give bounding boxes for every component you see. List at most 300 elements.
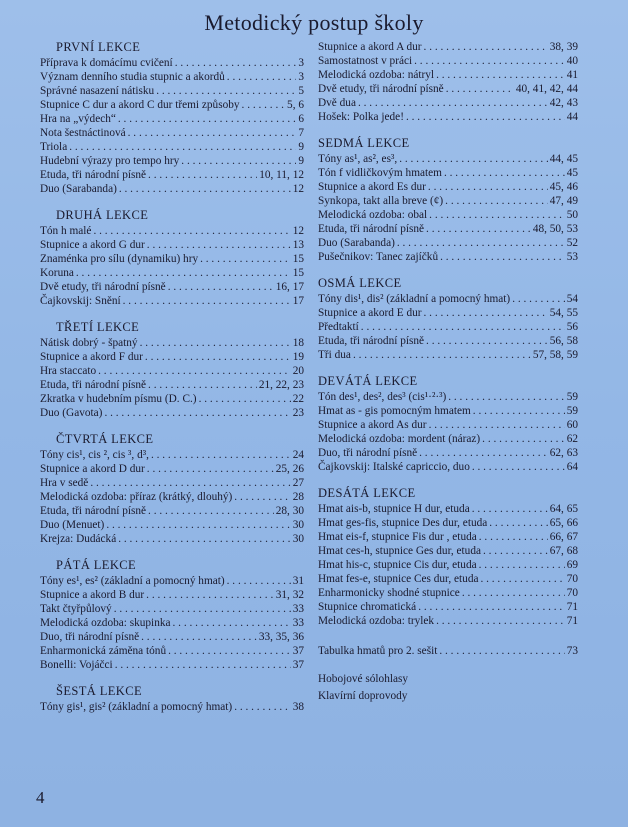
toc-pages: 3 [298,71,304,83]
toc-plain-label: Klavírní doprovody [318,690,408,702]
toc-pages: 9 [298,141,304,153]
toc-label: Dvě etudy, tři národní písně [40,281,166,293]
toc-pages: 44 [566,111,578,123]
toc-pages: 7 [298,127,304,139]
toc-row [40,182,304,196]
toc-pages: 5 [298,85,304,97]
toc-label: Hmat ces-h, stupnice Ges dur, etuda [318,545,481,557]
toc-label: Čajkovskij: Italské capriccio, duo [318,461,470,473]
toc-pages: 12 [292,225,304,237]
toc-label: Tón f vidličkovým hmatem [318,167,442,179]
toc-dots [199,392,291,406]
toc-pages: 28 [292,491,304,503]
toc-row [40,238,304,252]
toc-dots [128,126,297,140]
toc-pages: 52 [566,237,578,249]
toc-dots [106,518,290,532]
toc-pages: 57, 58, 59 [532,349,578,361]
toc-row [40,700,304,714]
toc-label: Tón h malé [40,225,92,237]
toc-row [40,406,304,420]
toc-label: Melodická ozdoba: trylek [318,615,435,627]
toc-row [318,516,578,530]
toc-pages: 23 [292,407,304,419]
toc-row [40,644,304,658]
toc-dots [175,56,297,70]
toc-section [40,558,304,672]
toc-label: Duo (Sarabanda) [40,183,117,195]
toc-row [318,194,578,208]
toc-label: Triola [40,141,68,153]
section-heading: PÁTÁ LEKCE [56,558,137,572]
toc-pages: 64 [566,461,578,473]
toc-pages: 56 [566,321,578,333]
toc-label: Význam denního studia stupnic a akordů [40,71,225,83]
toc-dots [141,630,257,644]
toc-label: Stupnice a akord G dur [40,239,145,251]
toc-row [40,294,304,308]
toc-section [40,320,304,420]
toc-dots [168,644,291,658]
toc-pages: 3 [298,57,304,69]
toc-label: Hošek: Polka jede! [318,111,404,123]
toc-pages: 18 [292,337,304,349]
toc-pages: 45, 46 [549,181,578,193]
toc-pages: 70 [566,573,578,585]
toc-row [40,154,304,168]
toc-label: Zkratka v hudebním písmu (D. C.) [40,393,197,405]
toc-dots [399,152,548,166]
toc-pages: 10, 11, 12 [259,169,304,181]
toc-dots [512,292,565,306]
toc-row [40,616,304,630]
toc-row [318,572,578,586]
toc-row [318,152,578,166]
toc-dots [114,602,291,616]
toc-dots [90,476,290,490]
toc-row [318,82,578,96]
toc-dots [473,404,565,418]
toc-pages: 24 [292,449,304,461]
toc-dots [361,320,565,334]
toc-pages: 28, 30 [275,505,304,517]
toc-dots [429,208,565,222]
toc-pages: 64, 65 [549,503,578,515]
toc-label: Stupnice a akord Es dur [318,181,426,193]
toc-pages: 40, 41, 42, 44 [515,83,578,95]
toc-dots [358,96,548,110]
toc-label: Hmat as - gis pomocným hmatem [318,405,471,417]
toc-label: Stupnice a akord E dur [318,307,422,319]
toc-row [40,378,304,392]
toc-dots [181,154,296,168]
toc-label: Dvě etudy, tři národní písně [318,83,444,95]
toc-row [318,460,578,474]
toc-label: Hmat eis-f, stupnice Fis dur , etuda [318,531,477,543]
toc-dots [353,348,531,362]
toc-row [318,644,578,658]
toc-pages: 38 [292,701,304,713]
toc-dots [436,68,565,82]
toc-dots [98,364,291,378]
section-heading: ČTVRTÁ LEKCE [56,432,154,446]
toc-label: Tóny as¹, as², es³, [318,153,398,165]
toc-label: Tóny es¹, es² (základní a pomocný hmat) [40,575,225,587]
toc-dots [424,306,548,320]
toc-dots [483,544,548,558]
toc-plain-list [318,672,578,706]
toc-pages: 62, 63 [549,447,578,459]
toc-pages: 31 [292,575,304,587]
toc-dots [145,350,291,364]
toc-dots [104,406,290,420]
toc-pages: 37 [292,659,304,671]
toc-row [40,70,304,84]
toc-pages: 40 [566,55,578,67]
toc-label: Správné nasazení nátisku [40,85,155,97]
toc-left-column [40,36,304,714]
toc-pages: 25, 26 [275,463,304,475]
toc-row [40,280,304,294]
toc-row [40,252,304,266]
page-number: 4 [36,788,45,807]
toc-dots [426,334,548,348]
toc-label: Etuda, tři národní písně [40,169,147,181]
toc-row [40,126,304,140]
toc-pages: 12 [292,183,304,195]
toc-dots [448,390,564,404]
toc-pages: 17 [292,295,304,307]
toc-label: Takt čtyřpůlový [40,603,112,615]
toc-row [40,504,304,518]
toc-row [40,588,304,602]
toc-pages: 42, 43 [549,97,578,109]
toc-pages: 62 [566,433,578,445]
toc-section [318,40,578,124]
toc-label: Tóny cis¹, cis ², cis ³, d³, [40,449,149,461]
toc-label: Stupnice chromatická [318,601,417,613]
toc-dots [418,600,565,614]
toc-section [318,136,578,264]
toc-label: Etuda, tři národní písně [318,223,425,235]
toc-row [318,390,578,404]
toc-row [318,334,578,348]
toc-pages: 19 [292,351,304,363]
toc-label: Melodická ozdoba: obal [318,209,428,221]
toc-plain-item [318,672,578,689]
toc-dots [151,448,291,462]
toc-label: Znaménka pro sílu (dynamiku) hry [40,253,199,265]
toc-label: Enharmonická záměna tónů [40,645,167,657]
toc-dots [115,658,291,672]
toc-row [40,532,304,546]
toc-section [318,486,578,628]
toc-pages: 67, 68 [549,545,578,557]
toc-dots [424,40,548,54]
toc-label: Tóny gis¹, gis² (základní a pomocný hmat) [40,701,233,713]
section-heading: SEDMÁ LEKCE [318,136,410,150]
toc-dots [234,700,291,714]
toc-label: Synkopa, takt alla breve (¢) [318,195,444,207]
toc-row [318,208,578,222]
toc-dots [147,462,274,476]
toc-pages: 5, 6 [287,99,304,111]
toc-row [318,250,578,264]
toc-label: Tóny dis¹, dis² (základní a pomocný hmat) [318,293,511,305]
section-heading: DESÁTÁ LEKCE [318,486,416,500]
toc-row [318,530,578,544]
toc-label: Hmat fes-e, stupnice Ces dur, etuda [318,573,479,585]
toc-dots [69,140,296,154]
toc-row [40,490,304,504]
toc-dots [445,194,548,208]
toc-label: Čajkovskij: Snění [40,295,121,307]
toc-pages: 6 [298,113,304,125]
toc-pages: 37 [292,645,304,657]
toc-pages: 22 [292,393,304,405]
toc-pages: 16, 17 [275,281,304,293]
toc-row [40,602,304,616]
toc-pages: 45 [566,167,578,179]
toc-dots [482,432,565,446]
toc-dots [200,252,291,266]
toc-row [318,180,578,194]
toc-row [318,292,578,306]
toc-dots [419,446,548,460]
toc-pages: 70 [566,587,578,599]
toc-label: Koruna [40,267,74,279]
toc-pages: 15 [292,253,304,265]
toc-dots [168,280,274,294]
toc-row [318,586,578,600]
toc-row [318,348,578,362]
toc-dots [480,572,564,586]
toc-pages: 33 [292,603,304,615]
toc-label: Bonelli: Vojáčci [40,659,113,671]
toc-row [40,476,304,490]
toc-row [40,448,304,462]
toc-pages: 27 [292,477,304,489]
toc-row [318,54,578,68]
toc-row [318,418,578,432]
toc-label: Krejza: Dudácká [40,533,117,545]
toc-pages: 30 [292,533,304,545]
toc-row [318,320,578,334]
toc-dots [93,224,290,238]
toc-pages: 71 [566,601,578,613]
toc-pages: 66, 67 [549,531,578,543]
toc-dots [472,460,565,474]
toc-row [40,518,304,532]
toc-label: Stupnice a akord D dur [40,463,145,475]
toc-pages: 15 [292,267,304,279]
toc-pages: 60 [566,419,578,431]
toc-row [318,306,578,320]
section-heading: ŠESTÁ LEKCE [56,684,142,698]
toc-dots [446,82,514,96]
toc-label: Hudební výrazy pro tempo hry [40,155,180,167]
toc-dots [426,222,531,236]
toc-dots [148,378,257,392]
toc-dots [444,166,565,180]
toc-row [318,222,578,236]
toc-row [40,630,304,644]
toc-dots [489,516,547,530]
toc-section [40,208,304,308]
toc-dots [140,336,291,350]
toc-row [40,574,304,588]
toc-row [40,392,304,406]
toc-row [40,84,304,98]
toc-label: Hra staccato [40,365,97,377]
toc-row [318,502,578,516]
toc-pages: 59 [566,391,578,403]
toc-label: Hra v sedě [40,477,89,489]
toc-dots [119,182,291,196]
toc-dots [397,236,565,250]
toc-row [40,98,304,112]
toc-dots [436,614,565,628]
toc-label: Hra na „výdech“ [40,113,116,125]
toc-plain-item [318,689,578,706]
toc-label: Duo, tři národní písně [318,447,418,459]
toc-label: Stupnice a akord B dur [40,589,145,601]
toc-section [40,432,304,546]
toc-label: Melodická ozdoba: mordent (náraz) [318,433,481,445]
toc-pages: 53 [566,251,578,263]
toc-pages: 69 [566,559,578,571]
toc-pages: 65, 66 [549,517,578,529]
toc-dots [479,530,548,544]
toc-label: Duo, tři národní písně [40,631,140,643]
toc-section [318,374,578,474]
toc-label: Nota šestnáctinová [40,127,126,139]
toc-dots [429,418,565,432]
toc-dots [147,238,291,252]
toc-pages: 47, 49 [549,195,578,207]
toc-row [318,404,578,418]
toc-pages: 50 [566,209,578,221]
toc-dots [440,250,565,264]
toc-right-sections [318,40,578,628]
toc-row [318,110,578,124]
toc-row [318,446,578,460]
section-heading: DEVÁTÁ LEKCE [318,374,418,388]
toc-dots [414,54,565,68]
toc-pages: 13 [292,239,304,251]
toc-plain-label: Hobojové sólohlasy [318,673,409,685]
toc-pages: 59 [566,405,578,417]
toc-label: Dvě dua [318,97,356,109]
toc-pages: 21, 22, 23 [258,379,304,391]
toc-label: Melodická ozdoba: příraz (krátký, dlouhý) [40,491,233,503]
toc-label: Stupnice a akord As dur [318,419,427,431]
toc-dots [462,586,565,600]
toc-dots [406,110,565,124]
toc-pages: 33, 35, 36 [258,631,304,643]
toc-dots [234,490,290,504]
page-title: Metodický postup školy [204,10,424,35]
toc-label: Předtaktí [318,321,359,333]
toc-row [40,56,304,70]
toc-label: Stupnice C dur a akord C dur třemi způsoby [40,99,240,111]
toc-row [40,266,304,280]
toc-pages: 33 [292,617,304,629]
toc-dots [118,532,290,546]
toc-row [318,432,578,446]
toc-row [318,614,578,628]
toc-pages: 41 [566,69,578,81]
toc-pages: 31, 32 [275,589,304,601]
toc-tabulka-section [318,644,578,658]
toc-pages: 30 [292,519,304,531]
toc-row [318,558,578,572]
toc-dots [227,574,291,588]
toc-row [318,600,578,614]
toc-dots [118,112,296,126]
toc-row [40,224,304,238]
toc-section [40,40,304,196]
toc-label: Stupnice a akord F dur [40,351,143,363]
section-heading: OSMÁ LEKCE [318,276,402,290]
section-heading: DRUHÁ LEKCE [56,208,149,222]
toc-label: Tři dua [318,349,351,361]
toc-pages: 44, 45 [549,153,578,165]
toc-label: Nátisk dobrý - špatný [40,337,138,349]
toc-row [40,336,304,350]
toc-pages: 73 [566,645,578,657]
toc-label: Příprava k domácímu cvičení [40,57,173,69]
toc-label: Duo (Menuet) [40,519,105,531]
toc-label: Etuda, tři národní písně [318,335,425,347]
toc-dots [123,294,291,308]
toc-row [40,112,304,126]
toc-dots [76,266,291,280]
section-heading: PRVNÍ LEKCE [56,40,141,54]
toc-dots [148,168,257,182]
toc-pages: 54 [566,293,578,305]
toc-label: Stupnice a akord A dur [318,41,422,53]
toc-pages: 48, 50, 53 [532,223,578,235]
toc-label: Tón des¹, des², des³ (cis¹·²·³) [318,391,447,403]
toc-dots [173,616,291,630]
toc-row [40,140,304,154]
toc-dots [428,180,548,194]
toc-dots [242,98,286,112]
toc-row [40,658,304,672]
toc-label: Melodická ozdoba: skupinka [40,617,171,629]
toc-label: Hmat his-c, stupnice Cis dur, etuda [318,559,477,571]
toc-row [318,40,578,54]
toc-dots [479,558,565,572]
toc-dots [472,502,548,516]
toc-row [40,462,304,476]
toc-label: Samostatnost v práci [318,55,413,67]
toc-row [318,96,578,110]
toc-section [40,684,304,714]
toc-section [318,276,578,362]
toc-pages: 9 [298,155,304,167]
toc-right-column [318,36,578,706]
toc-label: Etuda, tři národní písně [40,505,147,517]
toc-row [318,166,578,180]
toc-pages: 71 [566,615,578,627]
toc-label: Pušečnikov: Tanec zajíčků [318,251,439,263]
toc-row [40,350,304,364]
toc-dots [156,84,296,98]
toc-row [318,68,578,82]
toc-label: Hmat ais-b, stupnice H dur, etuda [318,503,470,515]
